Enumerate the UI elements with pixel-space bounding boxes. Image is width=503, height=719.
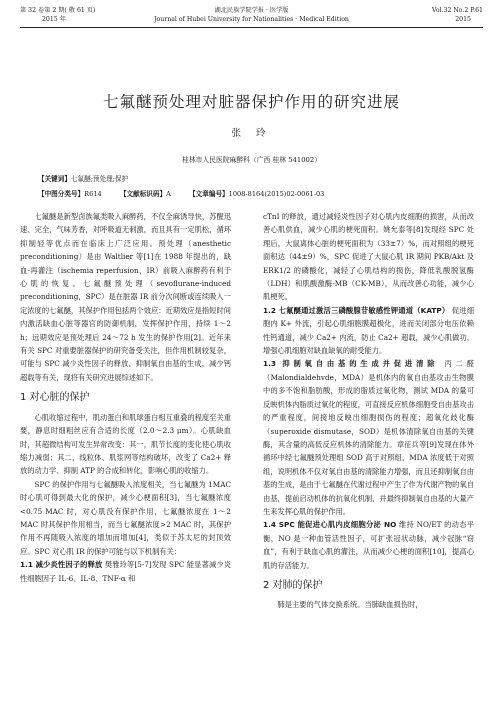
section-1-paragraph-1: 心肌收缩过程中，肌动蛋白和肌球蛋白相互重叠的程度至关重要，静息时细粗丝应有合适的长度（2.0～2.3 μm）。心肌缺血时，其超微结构可发生异常改变：其一，肌节长度的变化使心肌收缩力减弱；其二，线粒体、肌浆网等结构破坏，改变了 Ca2+ 释放的动力学、抑制 ATP 的合成和转化，影响心肌的收缩力。 xyxy=(20,412,231,476)
article-no-value: 1008-8164(2015)02-0061-03 xyxy=(228,190,325,198)
continued-paragraph: cTnI 的释放，通过减轻炎性因子对心肌内皮细胞的损害，从而改善心肌供血，减少心肌的梗死面积。姚允泰等[8]发现经 SPC 处理后，大鼠离体心脏的梗死面积为（33±7）%，而对照组的梗死面积达（44±9）%，SPC 促进了大鼠心肌 IR 期间 PKB/Akt 及 ERK1/2 的磷酸化，减轻了心肌结构的损伤，降低乳酸脱氢酶（LDH）和肌酸激酶-MB（CK-MB），从而改善心功能，减少心肌梗死。 xyxy=(263,212,474,302)
journal-name-cn: 湖北民族学院学报 · 医学版 xyxy=(214,7,289,14)
subsection-1-4-title: 1.4 SPC 能促进心肌内皮细胞分泌 NO xyxy=(263,520,397,530)
section-2-paragraph: 肺是主要的气体交换系统。当肺缺血损伤时， xyxy=(277,600,423,610)
subsection-1-2-title: 1.2 七氟醚通过激活三磷酸腺苷敏感性钾通道（KATP） xyxy=(263,305,450,315)
subsection-1-4 xyxy=(263,518,474,572)
clc-label: 【中图分类号】 xyxy=(38,190,85,198)
right-column xyxy=(263,210,474,612)
author-name: 张 玲 xyxy=(231,128,272,139)
subsection-1-1-text: 樊雅玲等[5-7]发现 SPC 能显著减少炎性细胞因子 IL-6、IL-8、TNF-α 和 xyxy=(20,560,231,583)
header-right xyxy=(432,6,483,24)
subsection-1-2-text: 促进细胞内 K+ 外流，引起心肌细胞膜超极化，进而关闭部分电压依赖性钙通道，减少 Ca2+ 内流，防止 Ca2+ 超载，减少心肌做功，增强心肌细胞对缺血缺氧的耐受能力。 xyxy=(263,305,474,356)
keywords-label: 【关键词】 xyxy=(38,175,71,183)
clc-value: R614 xyxy=(84,190,102,198)
running-header xyxy=(20,6,483,34)
keywords-text: 七氟醚;预处理;保护 xyxy=(70,175,129,183)
section-1-heading: 1 对心脏的保护 xyxy=(20,392,90,404)
section-1-paragraph-2: SPC 的保护作用与七氟醚吸入浓度相关，当七氟醚为 1MAC 时心肌可得到最大化的保护，减少心梗面积[3]，当七氟醚浓度<0.75 MAC 时，对心肌没有保护作用，七氟醚浓度在 1～2 MAC 时其保护作用相当，而当七氟醚浓度>2 MAC 时，其保护作用不再随吸入浓度的增加而增加[4]，类似于苏太尼的封顶效应。SPC 对心肌 IR 的保护可能与以下机制有关： xyxy=(20,479,231,556)
header-year-en: 2015 xyxy=(455,16,471,23)
header-center xyxy=(20,6,483,24)
subsection-1-1 xyxy=(20,558,231,585)
subsection-1-2 xyxy=(263,304,474,358)
doc-code-label: 【文献标识码】 xyxy=(119,190,167,198)
subsection-1-1-title: 1.1 减少炎性因子的释放 xyxy=(20,560,103,570)
doc-code-value: A xyxy=(166,190,171,198)
article-no-label: 【文章编号】 xyxy=(189,190,229,198)
classification-line xyxy=(38,188,324,198)
keywords-line xyxy=(38,173,128,183)
subsection-1-3-title: 1.3 抑制氧自由基的生成并促进清除 xyxy=(263,359,439,369)
section-2-heading: 2 对肺的保护 xyxy=(263,579,323,591)
header-year: 2015 年 xyxy=(42,16,66,23)
header-volume: 第 32 卷第 2 期( 敬 61 页) xyxy=(20,7,96,14)
left-column xyxy=(20,210,231,585)
intro-paragraph: 七氟醚是新型卤族氟类吸入麻醉药，不仅全麻诱导快，苏醒迅速、完全，气味芳香，对呼吸道无刺激，而且具有一定肌松，循环抑制轻等优点而在临床上广泛应用。预处理（anesthetic preconditioning）是由 Waltlier 等[1]在 1988 年提出的，缺血-再灌注（ischemia reperfusion，IR）前吸入麻醉药有利于心肌的恢复。七氟醚预处理（sevoflurane-induced preconditioning，SPC）是在脏器 IR 前分次间断或连续吸入一定浓度的七氟醚，其保护作用包括两个效应：近期效应是指短时间内激活缺血心脏等器官的防御机制，发挥保护作用，持续 1～2 h；远期效应是预处理后 24～72 h 发生的保护作用[2]。近年来有关 SPC 对重要脏器保护的研究备受关注，但作用机制较复杂，可能与 SPC 减少炎性因子的释放、抑制氧自由基的生成，减少钙超载等有关，现将有关研究进展综述如下。 xyxy=(20,212,231,382)
subsection-1-4-text: 维持 NO/ET 的动态平衡，NO 是一种血管活性因子，可扩张冠状动脉，减少冠脉“窃血”，有利于缺血心肌的灌注，从而减少心梗的面积[10]，提高心肌的存活能力。 xyxy=(263,520,474,570)
author-affiliation: 桂林市人民医院麻醉科（广西 桂林 541002） xyxy=(181,156,322,164)
header-volume-en: Vol.32 No.2 P.61 xyxy=(431,7,483,14)
header-divider xyxy=(20,27,483,28)
journal-name-en: Journal of Hubei University for Nationalities · Medical Edition xyxy=(154,16,349,23)
article-title: 七氟醚预处理对脏器保护作用的研究进展 xyxy=(102,93,400,111)
subsection-1-3 xyxy=(263,357,474,518)
subsection-1-3-text: 丙二醛（Malondialdehvde，MDA）是机体内的氧自由基攻击生物膜中的多不饱和脂肪酸，形成的脂质过氧化物，测试 MDA 的量可反映机体内脂质过氧化的程度，可直接反应机体细胞受自由基攻击的严重程度，间接地反映出细胞损伤的程度；超氧化歧化酶（superoxide dismutase，SOD）是机体清除氧自由基的关键酶，其含量的高低反应机体的清除能力。章征兵等[9]发现在体外循环中经七氟醚预处理组 SOD 高于对照组，MDA 浓度低于对照组，说明机体不仅对氧自由基的清除能力增强，而且还抑制氧自由基的生成，是由于七氟醚在代谢过程中产生了作为代谢产物的氧自由基，提前启动机体的抗氧化机制，并最终抑制氧自由基的大量产生来发挥心肌的保护作用。 xyxy=(263,359,474,516)
